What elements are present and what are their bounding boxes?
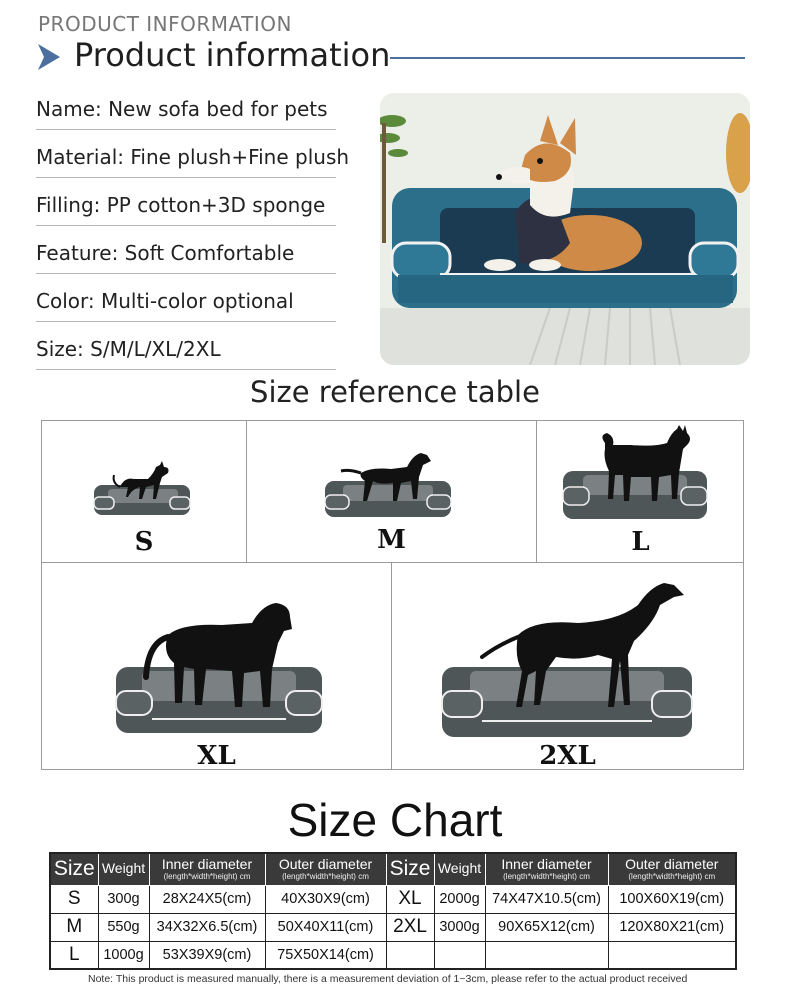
spec-material: Material: Fine plush+Fine plush xyxy=(36,130,336,178)
page-title: Product information xyxy=(74,36,391,74)
size-cell-m xyxy=(247,421,537,563)
table-cell: 100X60X19(cm) xyxy=(608,885,736,913)
table-cell: M xyxy=(50,913,98,941)
table-row xyxy=(50,885,736,913)
header-eyebrow: PRODUCT INFORMATION xyxy=(38,12,292,36)
size-cell-2xl xyxy=(392,563,743,769)
table-cell xyxy=(434,941,485,969)
table-cell: L xyxy=(50,941,98,969)
table-cell: 74X47X10.5(cm) xyxy=(485,885,608,913)
header-outer-diameter: Outer diameter (length*width*height) cm xyxy=(265,853,386,885)
table-cell: 2000g xyxy=(434,885,485,913)
table-cell: 53X39X9(cm) xyxy=(149,941,265,969)
size-chart-title: Size Chart xyxy=(287,794,503,846)
size-label-2xl: 2XL xyxy=(539,741,596,771)
spec-size: Size: S/M/L/XL/2XL xyxy=(36,322,336,370)
greyhound-on-bed-icon xyxy=(438,575,696,741)
chihuahua-on-bed-icon xyxy=(90,459,194,521)
spec-feature: Feature: Soft Comfortable xyxy=(36,226,336,274)
medium-dog-on-bed-icon xyxy=(321,447,455,523)
table-cell: 550g xyxy=(98,913,149,941)
table-cell: 40X30X9(cm) xyxy=(265,885,386,913)
size-label-xl: XL xyxy=(197,741,236,771)
table-cell: 2XL xyxy=(386,913,434,941)
table-cell: 90X65X12(cm) xyxy=(485,913,608,941)
header-weight-2: Weight xyxy=(434,853,485,885)
spec-color: Color: Multi-color optional xyxy=(36,274,336,322)
spec-filling: Filling: PP cotton+3D sponge xyxy=(36,178,336,226)
table-cell: 75X50X14(cm) xyxy=(265,941,386,969)
title-divider xyxy=(390,57,745,59)
size-label-l: L xyxy=(631,527,650,557)
table-cell: 120X80X21(cm) xyxy=(608,913,736,941)
size-label-s: S xyxy=(134,527,154,557)
spec-name: Name: New sofa bed for pets xyxy=(36,90,336,130)
table-row xyxy=(50,913,736,941)
table-cell: S xyxy=(50,885,98,913)
size-cell-s xyxy=(42,421,247,563)
header-outer-diameter-2: Outer diameter (length*width*height) cm xyxy=(608,853,736,885)
table-cell xyxy=(608,941,736,969)
table-cell: XL xyxy=(386,885,434,913)
header-inner-diameter-2: Inner diameter (length*width*height) cm xyxy=(485,853,608,885)
table-cell: 3000g xyxy=(434,913,485,941)
table-cell: 28X24X5(cm) xyxy=(149,885,265,913)
size-reference-grid-bottom xyxy=(41,563,744,770)
table-cell: 34X32X6.5(cm) xyxy=(149,913,265,941)
retriever-on-bed-icon xyxy=(112,599,326,739)
size-cell-xl xyxy=(42,563,392,769)
size-cell-l xyxy=(537,421,744,563)
header-size-2: Size xyxy=(386,853,434,885)
shiba-dog-on-bed-icon xyxy=(559,423,711,523)
table-cell xyxy=(485,941,608,969)
table-cell: 300g xyxy=(98,885,149,913)
spec-list xyxy=(36,90,350,370)
size-label-m: M xyxy=(377,525,406,555)
table-cell xyxy=(386,941,434,969)
header-inner-diameter: Inner diameter (length*width*height) cm xyxy=(149,853,265,885)
product-photo xyxy=(380,93,750,365)
chevron-right-icon xyxy=(38,44,60,70)
measurement-note: Note: This product is measured manually, there is a measurement deviation of 1~3cm, please refer to the actual product received xyxy=(88,973,688,985)
size-chart-header-row xyxy=(50,853,736,885)
header-size: Size xyxy=(50,853,98,885)
table-row xyxy=(50,941,736,969)
table-cell: 50X40X11(cm) xyxy=(265,913,386,941)
size-reference-title: Size reference table xyxy=(250,375,540,409)
table-cell: 1000g xyxy=(98,941,149,969)
header-weight: Weight xyxy=(98,853,149,885)
size-reference-grid-top xyxy=(41,420,744,563)
size-chart-table xyxy=(49,852,737,970)
corgi-on-sofa-bed-image xyxy=(380,93,750,365)
